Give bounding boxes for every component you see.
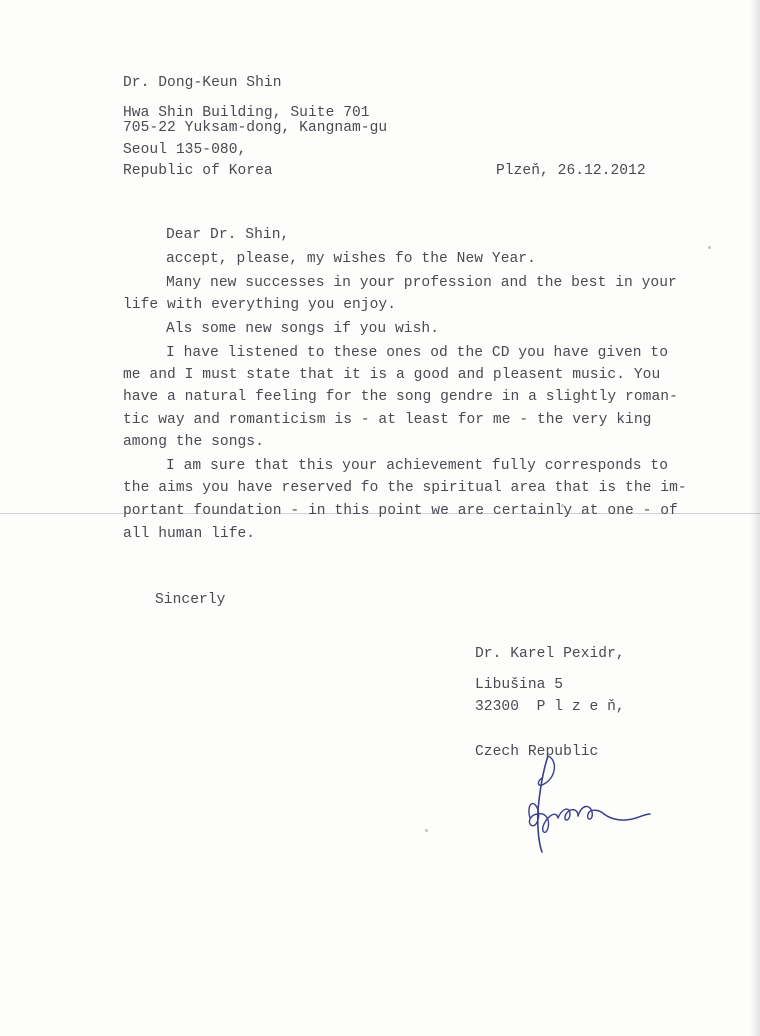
body-line: all human life. — [123, 526, 256, 542]
body-line: accept, please, my wishes fo the New Year. — [166, 251, 536, 267]
recipient-city: Seoul 135-080, — [123, 142, 247, 158]
sender-country: Czech Republic — [475, 744, 599, 760]
salutation: Dear Dr. Shin, — [166, 227, 290, 243]
body-line: have a natural feeling for the song gendre in a slightly roman- — [123, 389, 678, 405]
body-line: among the songs. — [123, 434, 264, 450]
paper-speck — [561, 504, 564, 507]
sender-street: Libušina 5 — [475, 677, 564, 693]
paper-speck — [708, 246, 711, 249]
closing: Sincerly — [155, 592, 226, 608]
handwritten-signature — [508, 748, 658, 858]
recipient-address-line1: Hwa Shin Building, Suite 701 — [123, 105, 370, 121]
body-line: the aims you have reserved fo the spiritual area that is the im- — [123, 480, 687, 496]
body-line: me and I must state that it is a good and pleasent music. You — [123, 367, 661, 383]
paper-speck — [425, 829, 428, 832]
sender-name: Dr. Karel Pexidr, — [475, 646, 625, 662]
recipient-name: Dr. Dong-Keun Shin — [123, 75, 282, 91]
body-line: Als some new songs if you wish. — [166, 321, 440, 337]
place-date: Plzeň, 26.12.2012 — [496, 163, 646, 179]
sender-city: 32300 P l z e ň, — [475, 699, 625, 715]
body-line: I have listened to these ones od the CD you have given to — [166, 345, 669, 361]
body-line: tic way and romanticism is - at least for me - the very king — [123, 412, 652, 428]
body-line: I am sure that this your achievement fully corresponds to — [166, 458, 669, 474]
body-line: portant foundation - in this point we are certainly at one - of — [123, 503, 678, 519]
page-edge-shadow — [750, 0, 760, 1036]
body-line: life with everything you enjoy. — [123, 297, 397, 313]
recipient-country: Republic of Korea — [123, 163, 273, 179]
recipient-address-line2: 705-22 Yuksam-dong, Kangnam-gu — [123, 120, 388, 136]
body-line: Many new successes in your profession and the best in your — [166, 275, 677, 291]
